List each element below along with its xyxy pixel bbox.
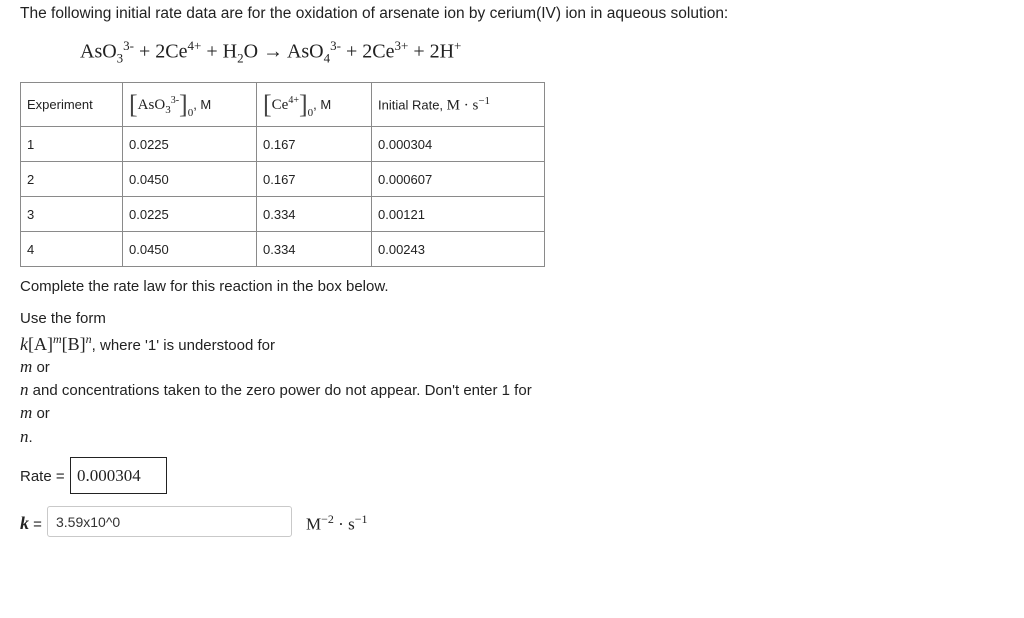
- header-experiment: Experiment: [21, 83, 123, 127]
- table-header-row: [21, 83, 545, 127]
- cell-ce: 0.167: [257, 127, 372, 162]
- cell-rate: 0.000607: [372, 162, 545, 197]
- table-row: [21, 162, 545, 197]
- intro-text: The following initial rate data are for the oxidation of arsenate ion by cerium(IV) ion in aqueous solution:: [20, 5, 729, 22]
- cell-ce: 0.334: [257, 197, 372, 232]
- cell-experiment: 3: [21, 197, 123, 232]
- header-initial-rate: Initial Rate, $M \cdot s^{-1}$: [372, 83, 545, 127]
- m-or-text: m or: [20, 403, 50, 422]
- n-period-text: n.: [20, 427, 33, 446]
- header-ce-concentration: $[Ce^{4+}]_0$, M: [257, 83, 372, 127]
- cell-ce: 0.334: [257, 232, 372, 267]
- cell-experiment: 2: [21, 162, 123, 197]
- k-units: $M^{-2} \cdot s^{-1}$: [306, 512, 368, 534]
- cell-ce: 0.167: [257, 162, 372, 197]
- rate-label: Rate =: [20, 468, 65, 485]
- k-label: k =: [20, 513, 42, 533]
- zero-power-note: n and concentrations taken to the zero power do not appear. Don't enter 1 for: [20, 380, 532, 399]
- instruction-text: Complete the rate law for this reaction in the box below.: [20, 278, 389, 295]
- cell-rate: 0.000304: [372, 127, 545, 162]
- cell-aso3: 0.0225: [123, 127, 257, 162]
- header-aso3-concentration: $[AsO_3^{3-}]_0$, M: [123, 83, 257, 127]
- rate-data-table: [20, 82, 545, 267]
- table-row: [21, 232, 545, 267]
- reaction-equation: $AsO_3^{3-} + 2Ce^{4+} + H_2O \to AsO_4^{3-} + 2Ce^{3+} + 2H^+$: [80, 38, 462, 66]
- use-form-text: Use the form: [20, 310, 106, 327]
- table-row: [21, 127, 545, 162]
- m-or-text: m or: [20, 357, 50, 376]
- k-value-input[interactable]: [47, 506, 292, 537]
- cell-aso3: 0.0450: [123, 162, 257, 197]
- cell-experiment: 1: [21, 127, 123, 162]
- cell-experiment: 4: [21, 232, 123, 267]
- cell-aso3: 0.0225: [123, 197, 257, 232]
- cell-rate: 0.00121: [372, 197, 545, 232]
- cell-rate: 0.00243: [372, 232, 545, 267]
- table-row: [21, 197, 545, 232]
- rate-law-answer-box[interactable]: 0.000304: [70, 457, 167, 494]
- rate-law-form: $k[A]^m[B]^n$, where '1' is understood for: [20, 332, 275, 354]
- cell-aso3: 0.0450: [123, 232, 257, 267]
